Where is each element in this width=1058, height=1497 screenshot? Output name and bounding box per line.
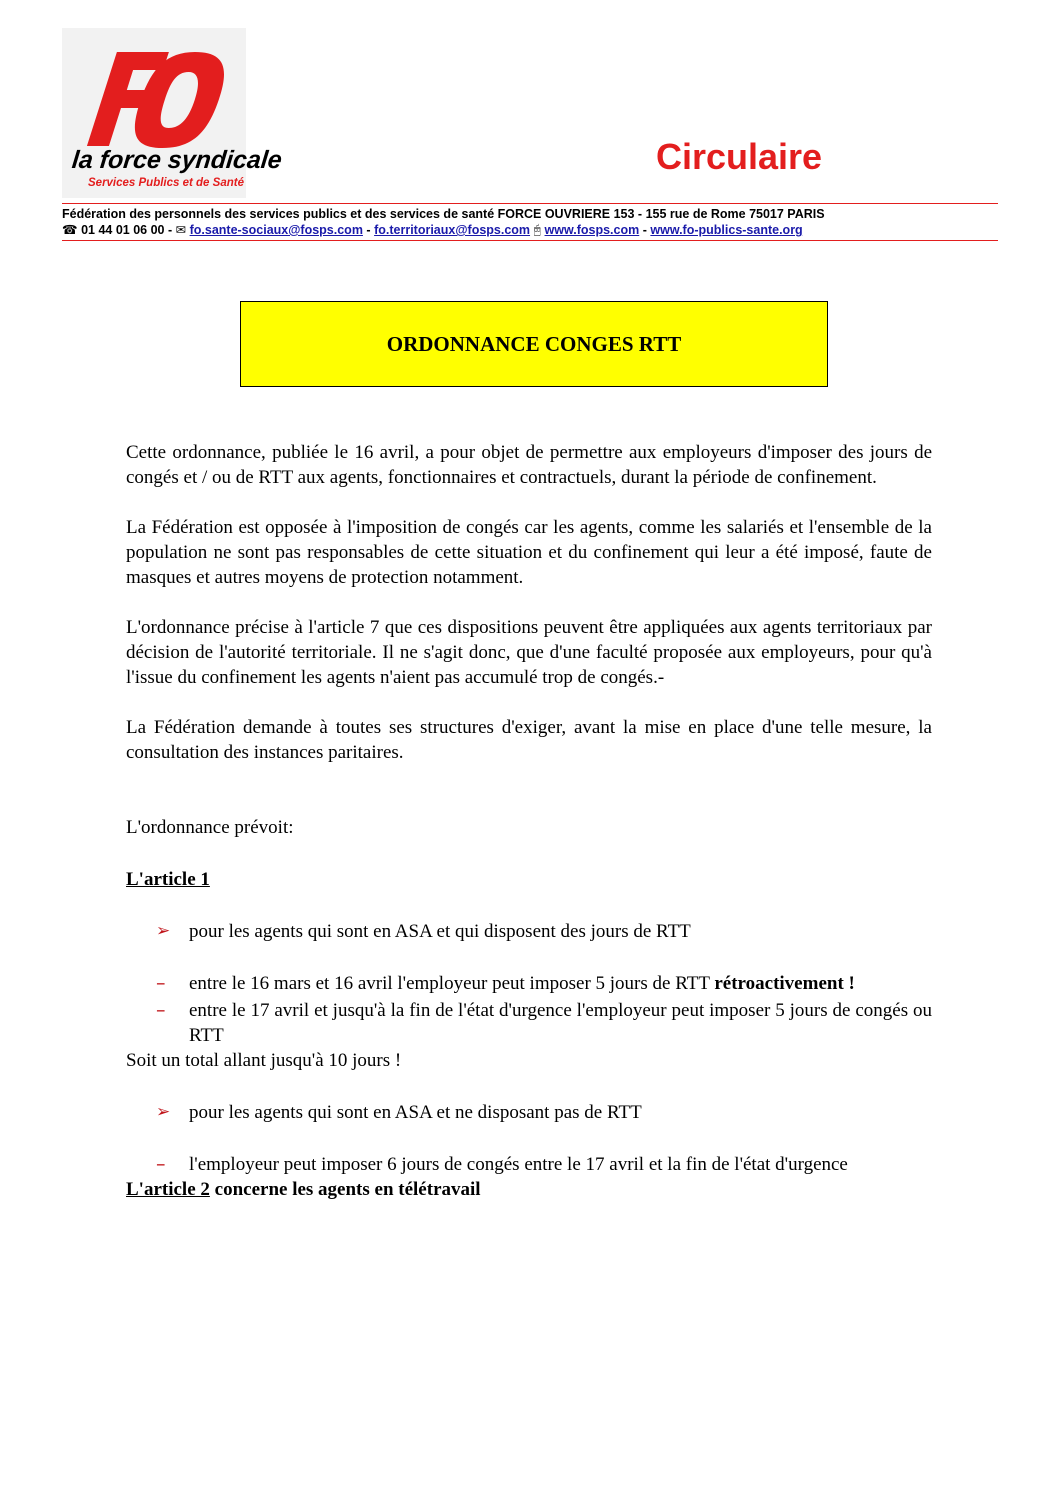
- article2-text: concerne les agents en télétravail: [209, 1179, 481, 1200]
- email-link-territoriaux[interactable]: fo.territoriaux@fosps.com: [374, 223, 531, 237]
- website-link-fosps[interactable]: www.fosps.com: [544, 223, 640, 237]
- paragraph-demand: La Fédération demande à toutes ses structures d'exiger, avant la mise en place d'une telle mesure, la consultation des instances paritaires.: [126, 717, 932, 763]
- list-item: [126, 919, 932, 944]
- telephone-icon: ☎: [62, 223, 78, 237]
- list-item: [126, 971, 932, 996]
- list-item-text: pour les agents qui sont en ASA et ne disposant pas de RTT: [189, 1102, 642, 1123]
- article2-heading: [126, 1177, 932, 1202]
- contact-line: [62, 222, 998, 241]
- federation-address: Fédération des personnels des services publics et des services de santé FORCE OUVRIERE 153 - 155 rue de Rome 75017 PARIS: [62, 207, 825, 221]
- fo-logo: [62, 28, 284, 198]
- list-item-bold: rétroactivement !: [714, 973, 855, 994]
- list-item: [126, 998, 932, 1048]
- arrow-bullet-icon: ➢: [156, 921, 171, 941]
- separator: -: [167, 223, 173, 237]
- dash-bullet-icon: –: [156, 972, 166, 994]
- list-item-text: entre le 16 mars et 16 avril l'employeur peut imposer 5 jours de RTT: [189, 973, 715, 994]
- subject-title: ORDONNANCE CONGES RTT: [386, 331, 682, 356]
- federation-header: [62, 203, 998, 241]
- paragraph-article7: L'ordonnance précise à l'article 7 que ces dispositions peuvent être appliquées aux agents territoriaux par décision de l'autorité territoriale. Il ne s'agit donc, que d'une faculté proposée aux employeurs, pour qu'à l'issue du confinement les agents n'aient pas accumulé trop de congés.-: [126, 617, 932, 688]
- mouse-icon: 🖰: [533, 223, 542, 237]
- document-body: [126, 440, 932, 1202]
- logo-line2: Services Publics et de Santé: [88, 177, 244, 189]
- article1-heading: L'article 1: [126, 869, 210, 890]
- list-item: [126, 1100, 932, 1125]
- phone-number: 01 44 01 06 00: [81, 223, 165, 237]
- article2-label: L'article 2: [126, 1179, 210, 1200]
- logo-line1: la force syndicale: [70, 146, 284, 174]
- subject-banner: [240, 301, 828, 387]
- document-title: Circulaire: [656, 136, 823, 177]
- dash-bullet-icon: –: [156, 999, 166, 1021]
- paragraph-opposition: La Fédération est opposée à l'imposition de congés car les agents, comme les salariés et l'ensemble de la population ne sont pas responsables de cette situation et du confinement qui leur a été imposé, faute de masques et autres moyens de protection notamment.: [126, 517, 932, 588]
- email-link-sante[interactable]: fo.sante-sociaux@fosps.com: [189, 223, 363, 237]
- arrow-bullet-icon: ➢: [156, 1102, 171, 1122]
- separator: -: [642, 223, 647, 237]
- header-rule: [62, 203, 998, 204]
- list-item-text: l'employeur peut imposer 6 jours de congés entre le 17 avril et la fin de l'état d'urgence: [189, 1154, 848, 1175]
- list-item-text: pour les agents qui sont en ASA et qui disposent des jours de RTT: [189, 921, 691, 942]
- dash-bullet-icon: –: [156, 1153, 166, 1175]
- envelope-icon: ✉: [175, 223, 187, 237]
- website-link-fo-publics[interactable]: www.fo-publics-sante.org: [650, 223, 803, 237]
- paragraph-prevoit: L'ordonnance prévoit:: [126, 817, 294, 838]
- list-item: [126, 1152, 932, 1177]
- paragraph-intro: Cette ordonnance, publiée le 16 avril, a pour objet de permettre aux employeurs d'imposer des jours de congés et / ou de RTT aux agents, fonctionnaires et contractuels, durant la période de confinement.: [126, 442, 932, 488]
- paragraph-total: Soit un total allant jusqu'à 10 jours !: [126, 1050, 402, 1071]
- separator: -: [366, 223, 371, 237]
- list-item-text: entre le 17 avril et jusqu'à la fin de l'état d'urgence l'employeur peut imposer 5 jours de congés ou RTT: [189, 1000, 932, 1046]
